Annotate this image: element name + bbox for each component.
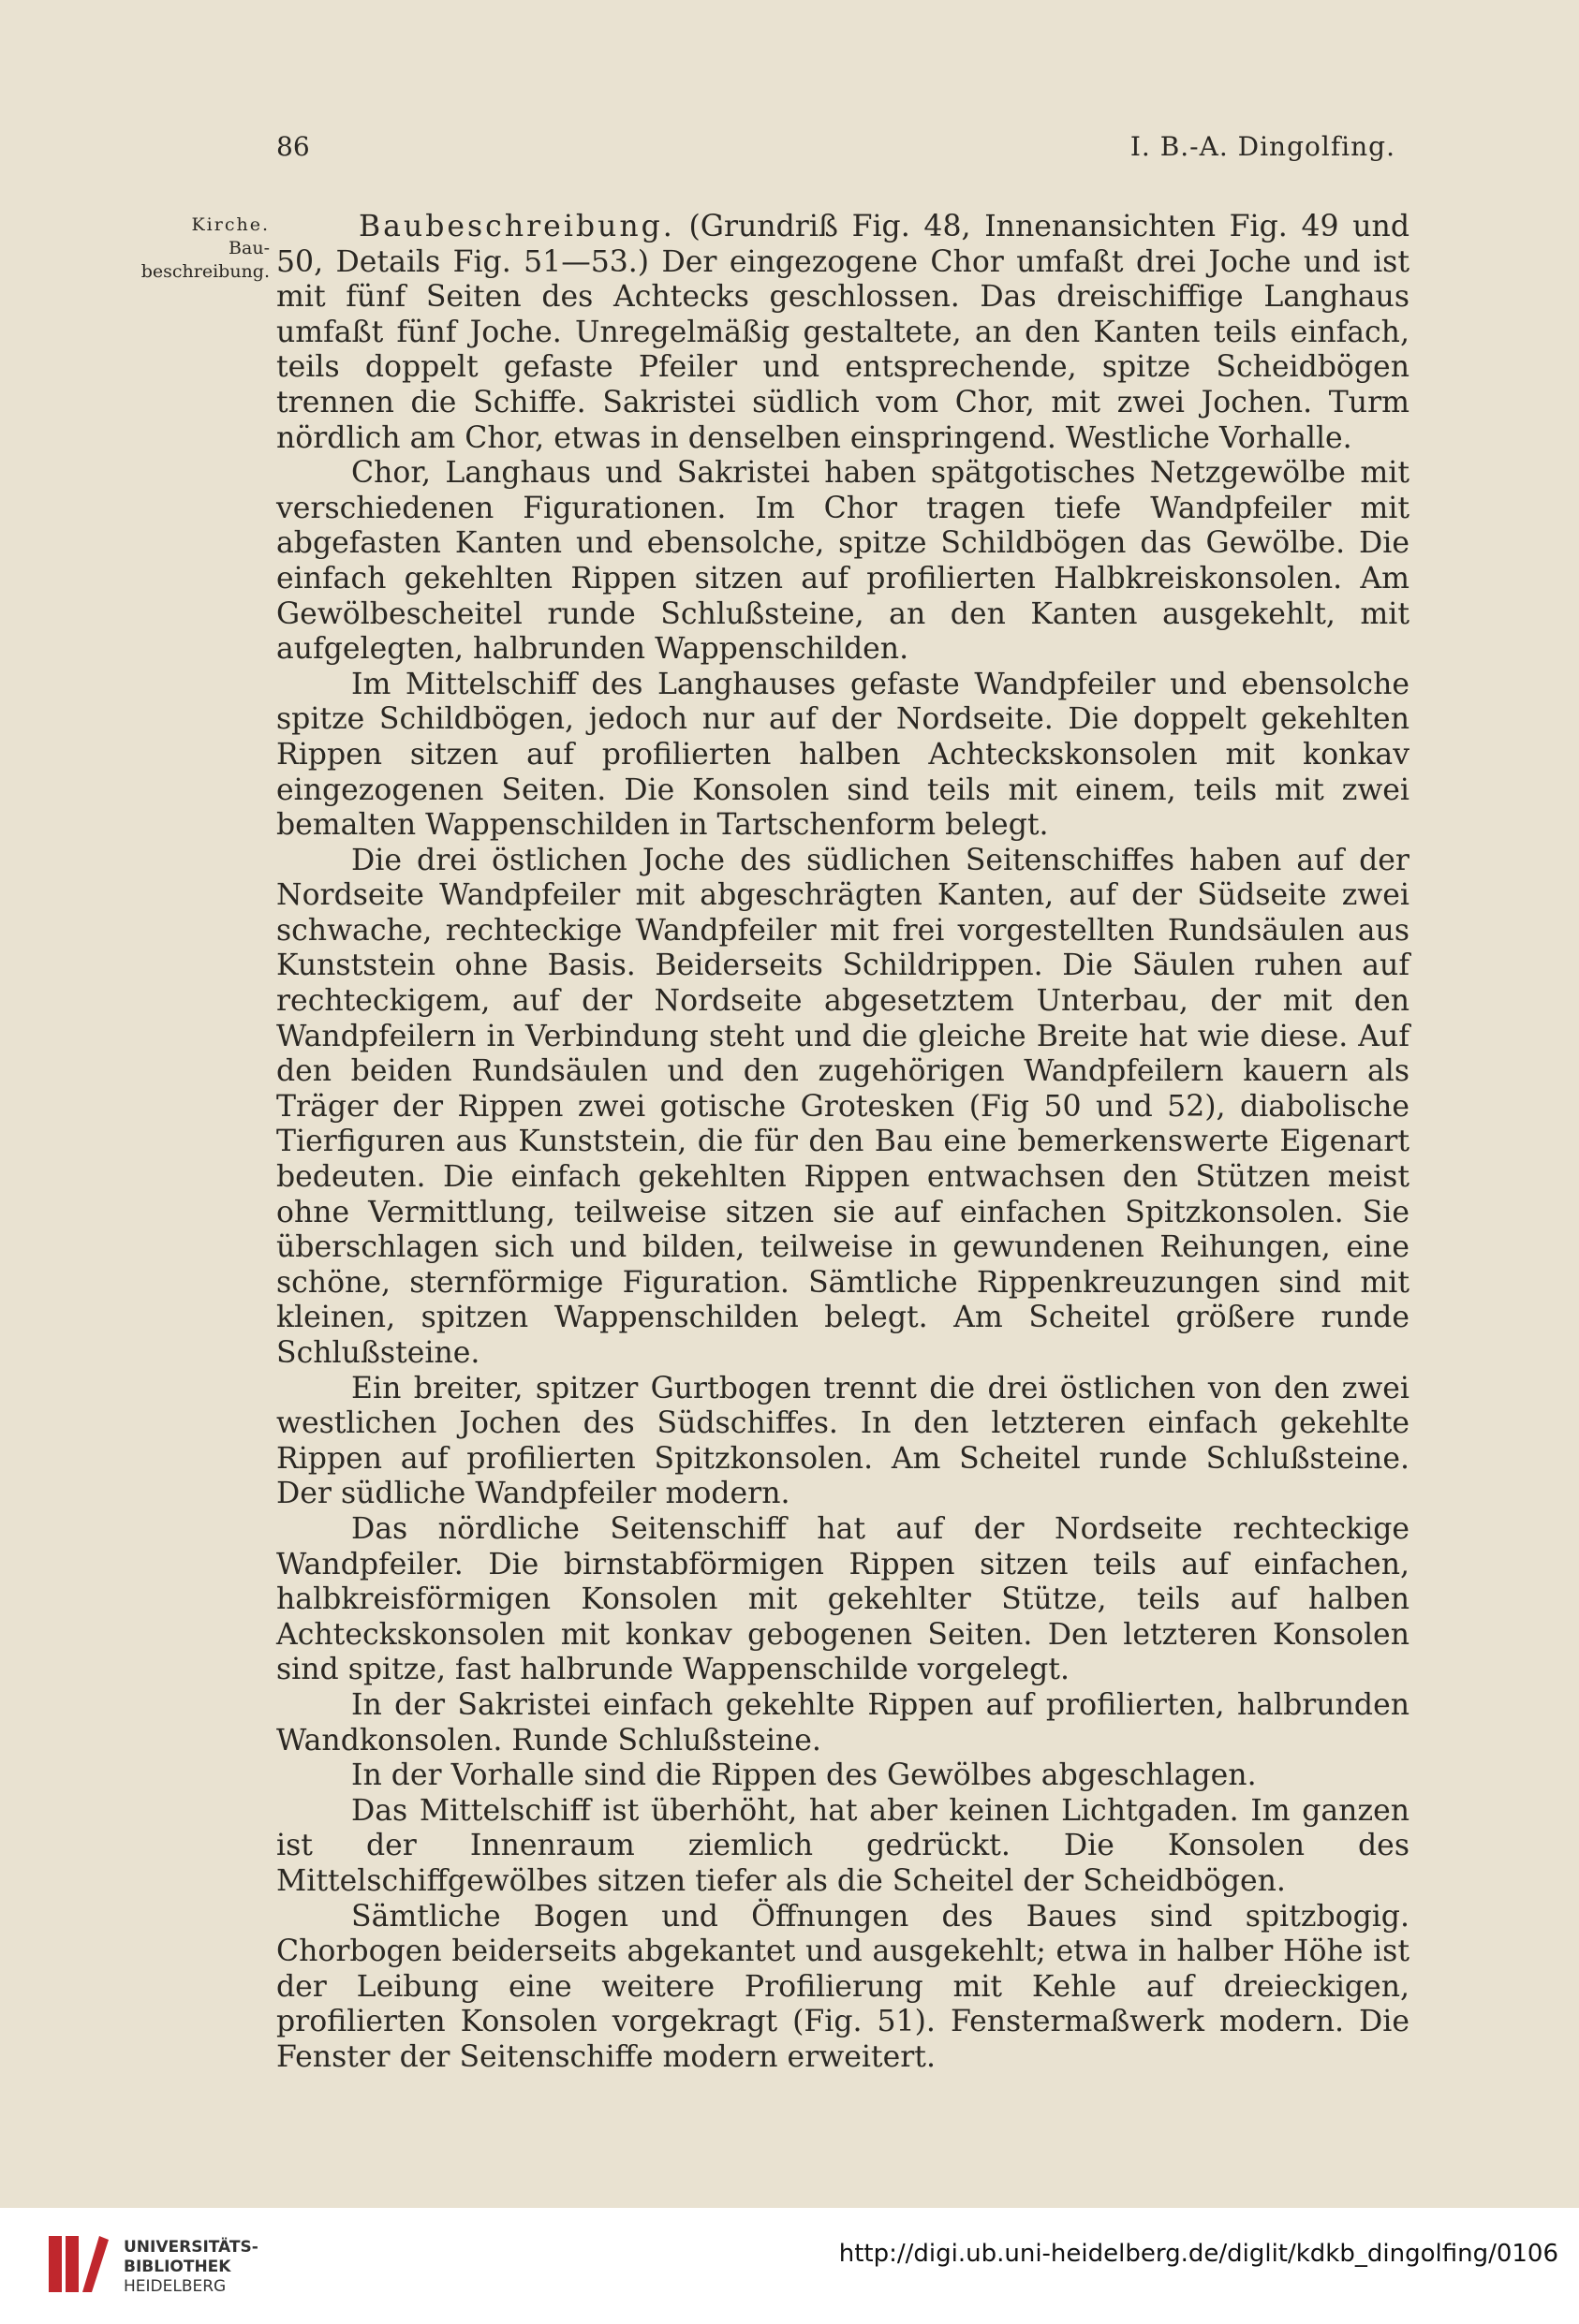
margin-notes [129,213,270,284]
margin-note-kirche: Kirche. [191,214,270,235]
library-logo-icon [43,2230,111,2298]
paragraph: Chor, Langhaus und Sakristei haben spätgotisches Netzgewölbe mit verschiedenen Figurationen. Im Chor tragen tiefe Wandpfeiler mit abgefasten Kanten und ebensolche, spitze Schildbögen das Gewölbe. Die einfach gekehlten Rippen sitzen auf profilierten Halbkreiskonsolen. Am Gewölbescheitel runde Schlußsteine, an den Kanten ausgekehlt, mit aufgelegten, halbrunden Wappenschilden. [276,456,1409,667]
paragraph-text: (Grundriß Fig. 48, Innenansichten Fig. 49 und 50, Details Fig. 51—53.) Der eingezogene Chor umfaßt drei Joche und ist mit fünf Seiten des Achtecks geschlossen. Das dreischiffige Langhaus umfaßt fünf Joche. Unregelmäßig gestaltete, an den Kanten teils einfach, teils doppelt gefaste Pfeiler und entsprechende, spitze Scheidbögen trennen die Schiffe. Sakristei südlich vom Chor, mit zwei Jochen. Turm nördlich am Chor, etwas in denselben einspringend. Westliche Vorhalle. [276,210,1409,455]
paragraph: Die drei östlichen Joche des südlichen Seitenschiffes haben auf der Nordseite Wandpfeiler mit abgeschrägten Kanten, auf der Südseite zwei schwache, rechteckige Wandpfeiler mit frei vorgestellten Rundsäulen aus Kunststein ohne Basis. Beiderseits Schildrippen. Die Säulen ruhen auf rechteckigem, auf der Nordseite abgesetztem Unterbau, der mit den Wandpfeilern in Verbindung steht und die gleiche Breite hat wie diese. Auf den beiden Rundsäulen und den zugehörigen Wandpfeilern kauern als Träger der Rippen zwei gotische Grotesken (Fig 50 und 52), diabolische Tierfiguren aus Kunststein, die für den Bau eine bemerkenswerte Eigenart bedeuten. Die einfach gekehlten Rippen entwachsen den Stützen meist ohne Vermittlung, teilweise sitzen sie auf einfachen Spitzkonsolen. Sie überschlagen sich und bilden, teilweise in gewundenen Reihungen, eine schöne, sternförmige Figuration. Sämtliche Rippenkreuzungen sind mit kleinen, spitzen Wappenschilden belegt. Am Scheitel größere runde Schlußsteine. [276,843,1409,1370]
section-lead: Baubeschreibung. [359,210,675,243]
footer-bar [0,2208,1579,2324]
running-title: I. B.-A. Dingolfing. [1129,131,1395,162]
logo-line: HEIDELBERG [124,2277,227,2296]
paragraph [276,210,1409,456]
paragraph: Im Mittelschiff des Langhauses gefaste Wandpfeiler und ebensolche spitze Schildbögen, jedoch nur auf der Nordseite. Die doppelt gekehlten Rippen sitzen auf profilierten halben Achteckskonsolen mit konkav eingezogenen Seiten. Die Konsolen sind teils mit einem, teils mit zwei bemalten Wappenschilden in Tartschenform belegt. [276,667,1409,843]
margin-note-beschreibung: beschreibung. [140,261,270,282]
paragraph: Ein breiter, spitzer Gurtbogen trennt die drei östlichen von den zwei westlichen Jochen des Südschiffes. In den letzteren einfach gekehlte Rippen auf profilierten Spitzkonsolen. Am Scheitel runde Schlußsteine. Der südliche Wandpfeiler modern. [276,1371,1409,1511]
library-logo-text [124,2238,258,2297]
body-text [276,210,1409,2075]
source-url[interactable]: http://digi.ub.uni-heidelberg.de/diglit/kdkb_dingolfing/0106 [838,2240,1558,2268]
paragraph: Das Mittelschiff ist überhöht, hat aber keinen Lichtgaden. Im ganzen ist der Innenraum ziemlich gedrückt. Die Konsolen des Mittelschiffgewölbes sitzen tiefer als die Scheitel der Scheidbögen. [276,1793,1409,1898]
page-number: 86 [276,131,310,162]
running-head [276,131,1424,178]
paragraph: In der Sakristei einfach gekehlte Rippen auf profilierten, halbrunden Wandkonsolen. Runde Schlußsteine. [276,1687,1409,1758]
paragraph: Sämtliche Bogen und Öffnungen des Baues sind spitzbogig. Chorbogen beiderseits abgekantet und ausgekehlt; etwa in halber Höhe ist der Leibung eine weitere Profilierung mit Kehle auf dreieckigen, profilierten Konsolen vorgekragt (Fig. 51). Fenstermaßwerk modern. Die Fenster der Seitenschiffe modern erweitert. [276,1899,1409,2074]
paragraph: Das nördliche Seitenschiff hat auf der Nordseite rechteckige Wandpfeiler. Die birnstabförmigen Rippen sitzen teils auf einfachen, halbkreisförmigen Konsolen mit gekehlter Stütze, teils auf halben Achteckskonsolen mit konkav gebogenen Seiten. Den letzteren Konsolen sind spitze, fast halbrunde Wappenschilde vorgelegt. [276,1511,1409,1687]
paragraph: In der Vorhalle sind die Rippen des Gewölbes abgeschlagen. [351,1758,1257,1793]
logo-line: UNIVERSITÄTS- [124,2238,258,2257]
margin-note-bau: Bau- [229,238,270,258]
logo-line: BIBLIOTHEK [124,2258,231,2276]
